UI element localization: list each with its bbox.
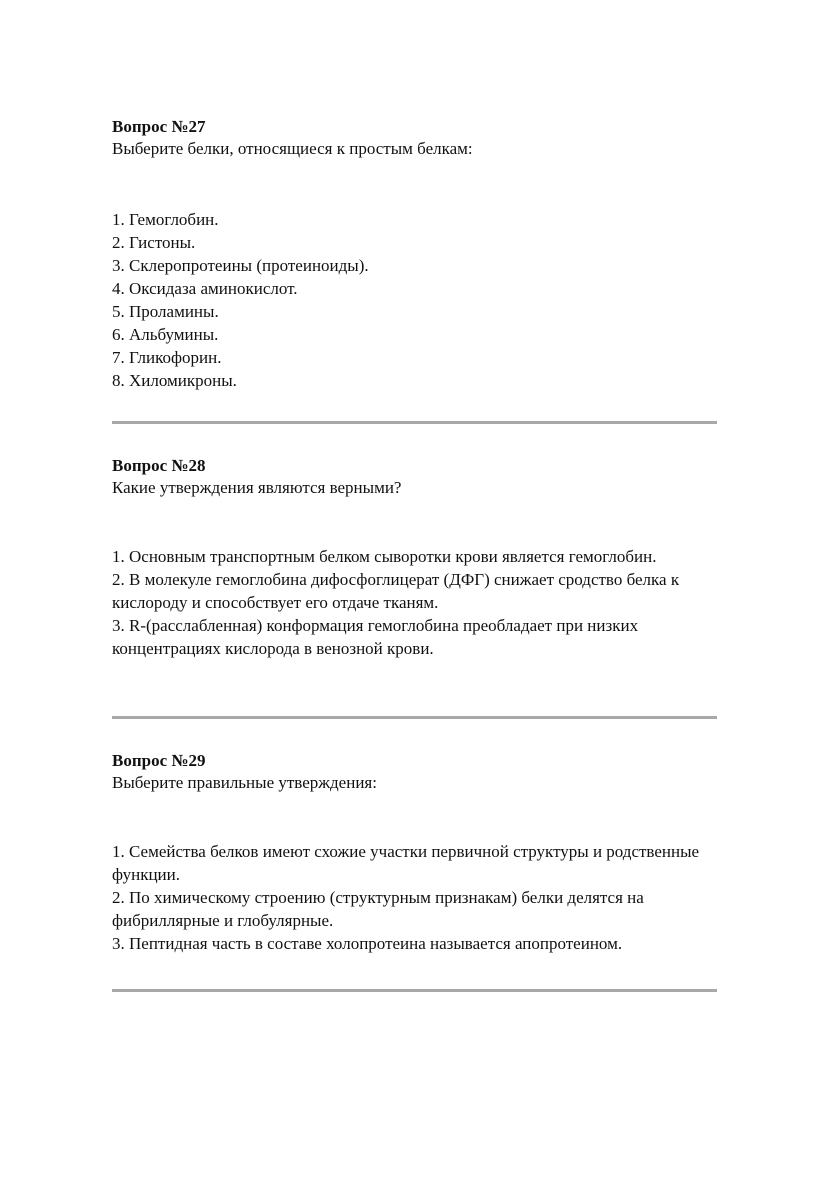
option-item: 3. Склеропротеины (протеиноиды). <box>112 256 369 275</box>
question-title: Вопрос №29 <box>112 751 206 770</box>
question-28 <box>112 455 712 660</box>
option-list <box>112 545 712 660</box>
option-item: 1. Гемоглобин. <box>112 210 219 229</box>
question-prompt: Какие утверждения являются верными? <box>112 478 402 497</box>
option-item: 6. Альбумины. <box>112 325 219 344</box>
question-27 <box>112 116 712 392</box>
option-item: 5. Проламины. <box>112 302 219 321</box>
question-title: Вопрос №27 <box>112 117 206 136</box>
option-item: 1. Семейства белков имеют схожие участки первичной структуры и родственные функции. <box>112 842 700 884</box>
option-list <box>112 208 712 392</box>
section-divider <box>112 716 717 719</box>
question-29 <box>112 750 712 955</box>
question-title: Вопрос №28 <box>112 456 206 475</box>
option-item: 8. Хиломикроны. <box>112 371 237 390</box>
question-prompt: Выберите белки, относящиеся к простым белкам: <box>112 139 473 158</box>
option-item: 2. Гистоны. <box>112 233 196 252</box>
option-item: 1. Основным транспортным белком сыворотки крови является гемоглобин. <box>112 547 657 566</box>
option-item: 3. R-(расслабленная) конформация гемоглобина преобладает при низких концентрациях кислорода в венозной крови. <box>112 616 639 658</box>
option-item: 2. В молекуле гемоглобина дифосфоглицерат (ДФГ) снижает сродство белка к кислороду и способствует его отдаче тканям. <box>112 570 680 612</box>
option-item: 7. Гликофорин. <box>112 348 222 367</box>
option-item: 3. Пептидная часть в составе холопротеина называется апопротеином. <box>112 934 623 953</box>
section-divider <box>112 421 717 424</box>
option-list <box>112 840 712 955</box>
option-item: 4. Оксидаза аминокислот. <box>112 279 298 298</box>
question-prompt: Выберите правильные утверждения: <box>112 773 377 792</box>
section-divider <box>112 989 717 992</box>
option-item: 2. По химическому строению (структурным признакам) белки делятся на фибриллярные и глобулярные. <box>112 888 644 930</box>
